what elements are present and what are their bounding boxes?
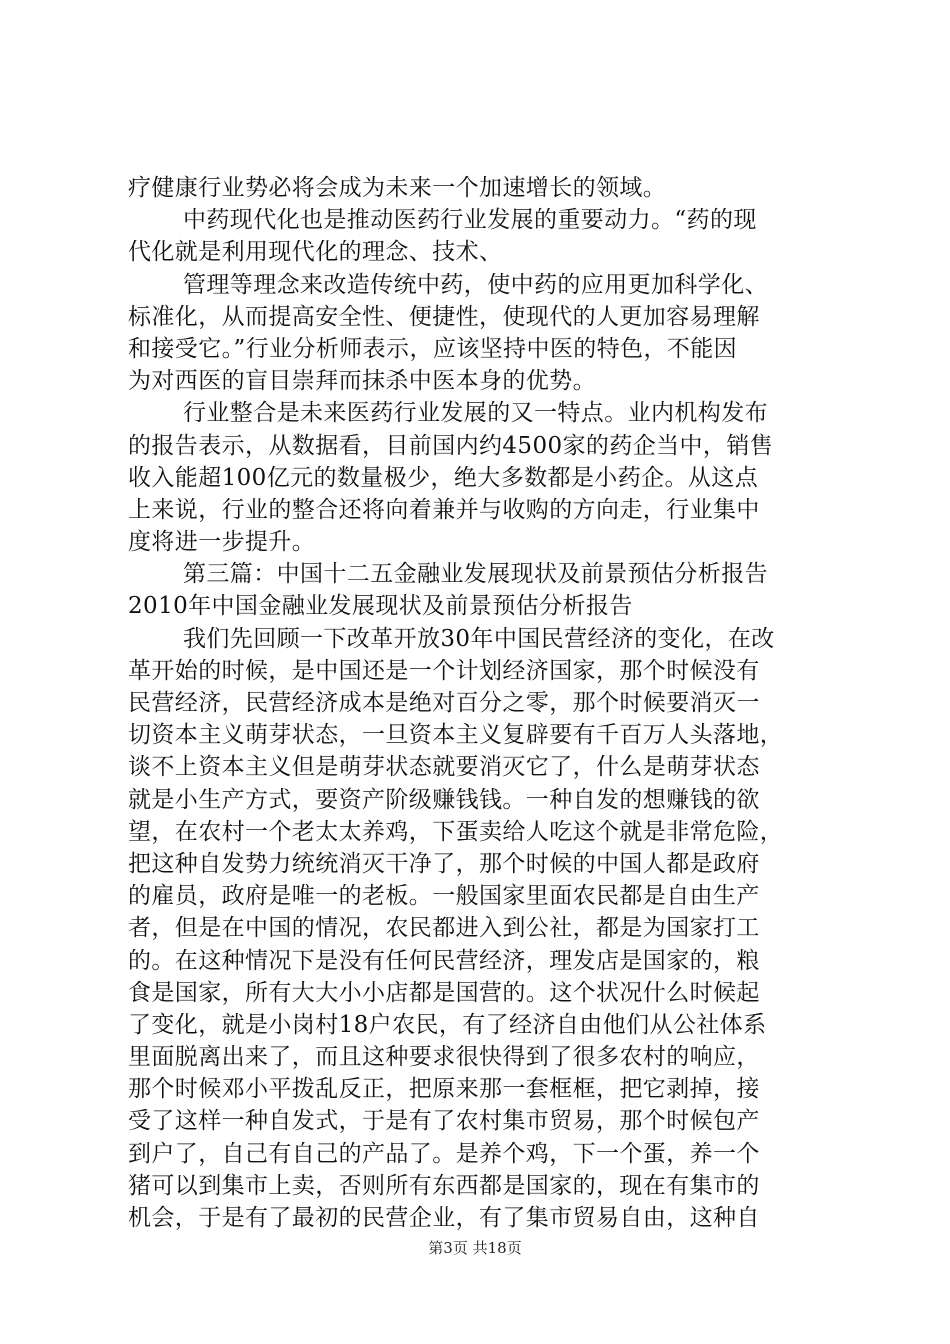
text-line: 民营经济，民营经济成本是绝对百分之零，那个时候要消灭一 [128, 690, 760, 716]
text-line: 收入能超100亿元的数量极少，绝大多数都是小药企。从这点 [128, 464, 759, 491]
text-line: 望，在农村一个老太太养鸡，下蛋卖给人吃这个就是非常危险， [128, 818, 784, 845]
text-line: 管理等理念来改造传统中药，使中药的应用更加科学化、 [183, 271, 768, 298]
text-line: 标准化，从而提高安全性、便捷性，使现代的人更加容易理解 [128, 303, 760, 330]
text-line: 到户了，自己有自己的产品了。是养个鸡，下一个蛋，养一个 [128, 1140, 760, 1167]
text-line: 切资本主义萌芽状态，一旦资本主义复辟要有千百万人头落地， [128, 722, 784, 749]
document-body [128, 172, 828, 1234]
text-line: 把这种自发势力统统消灭干净了，那个时候的中国人都是政府 [128, 850, 760, 877]
text-line: 受了这样一种自发式，于是有了农村集市贸易，那个时候包产 [128, 1108, 760, 1135]
text-line: 和接受它。”行业分析师表示，应该坚持中医的特色，不能因 [128, 335, 738, 362]
text-line: 度将进一步提升。 [128, 529, 316, 556]
text-line: 的雇员，政府是唯一的老板。一般国家里面农民都是自由生产 [128, 883, 760, 910]
text-line: 里面脱离出来了，而且这种要求很快得到了很多农村的响应， [128, 1044, 760, 1071]
text-line: 为对西医的盲目崇拜而抹杀中医本身的优势。 [128, 368, 596, 395]
text-line: 代化就是利用现代化的理念、技术、 [128, 239, 503, 266]
text-line: 上来说，行业的整合还将向着兼并与收购的方向走，行业集中 [128, 496, 760, 523]
text-line: 第三篇：中国十二五金融业发展现状及前景预估分析报告 [183, 561, 768, 588]
text-line: 者，但是在中国的情况，农民都进入到公社，都是为国家打工 [128, 915, 760, 942]
text-line: 的。在这种情况下是没有任何民营经济，理发店是国家的，粮 [128, 947, 760, 974]
text-line: 行业整合是未来医药行业发展的又一特点。业内机构发布 [183, 400, 768, 427]
text-line: 我们先回顾一下改革开放30年中国民营经济的变化，在改 [183, 625, 775, 652]
text-line: 机会，于是有了最初的民营企业，有了集市贸易自由，这种自 [128, 1205, 760, 1231]
page-footer: 第3页 共18页 [428, 1239, 522, 1257]
text-line: 了变化，就是小岗村18户农民，有了经济自由他们从公社体系 [128, 1011, 767, 1038]
text-line: 2010年中国金融业发展现状及前景预估分析报告 [128, 593, 633, 620]
text-line: 谈不上资本主义但是萌芽状态就要消灭它了，什么是萌芽状态 [128, 754, 760, 781]
text-line: 食是国家，所有大大小小店都是国营的。这个状况什么时候起 [128, 979, 760, 1006]
text-line: 疗健康行业势必将会成为未来一个加速增长的领域。 [128, 175, 667, 201]
text-line: 中药现代化也是推动医药行业发展的重要动力。“药的现 [183, 207, 757, 234]
text-line: 猪可以到集市上卖，否则所有东西都是国家的，现在有集市的 [128, 1172, 760, 1199]
text-line: 革开始的时候，是中国还是一个计划经济国家，那个时候没有 [128, 657, 760, 684]
text-line: 的报告表示，从数据看，目前国内约4500家的药企当中，销售 [128, 432, 774, 459]
text-line: 那个时候邓小平拨乱反正，把原来那一套框框，把它剥掉，接 [128, 1076, 760, 1103]
text-line: 就是小生产方式，要资产阶级赚钱钱。一种自发的想赚钱的欲 [128, 786, 760, 813]
